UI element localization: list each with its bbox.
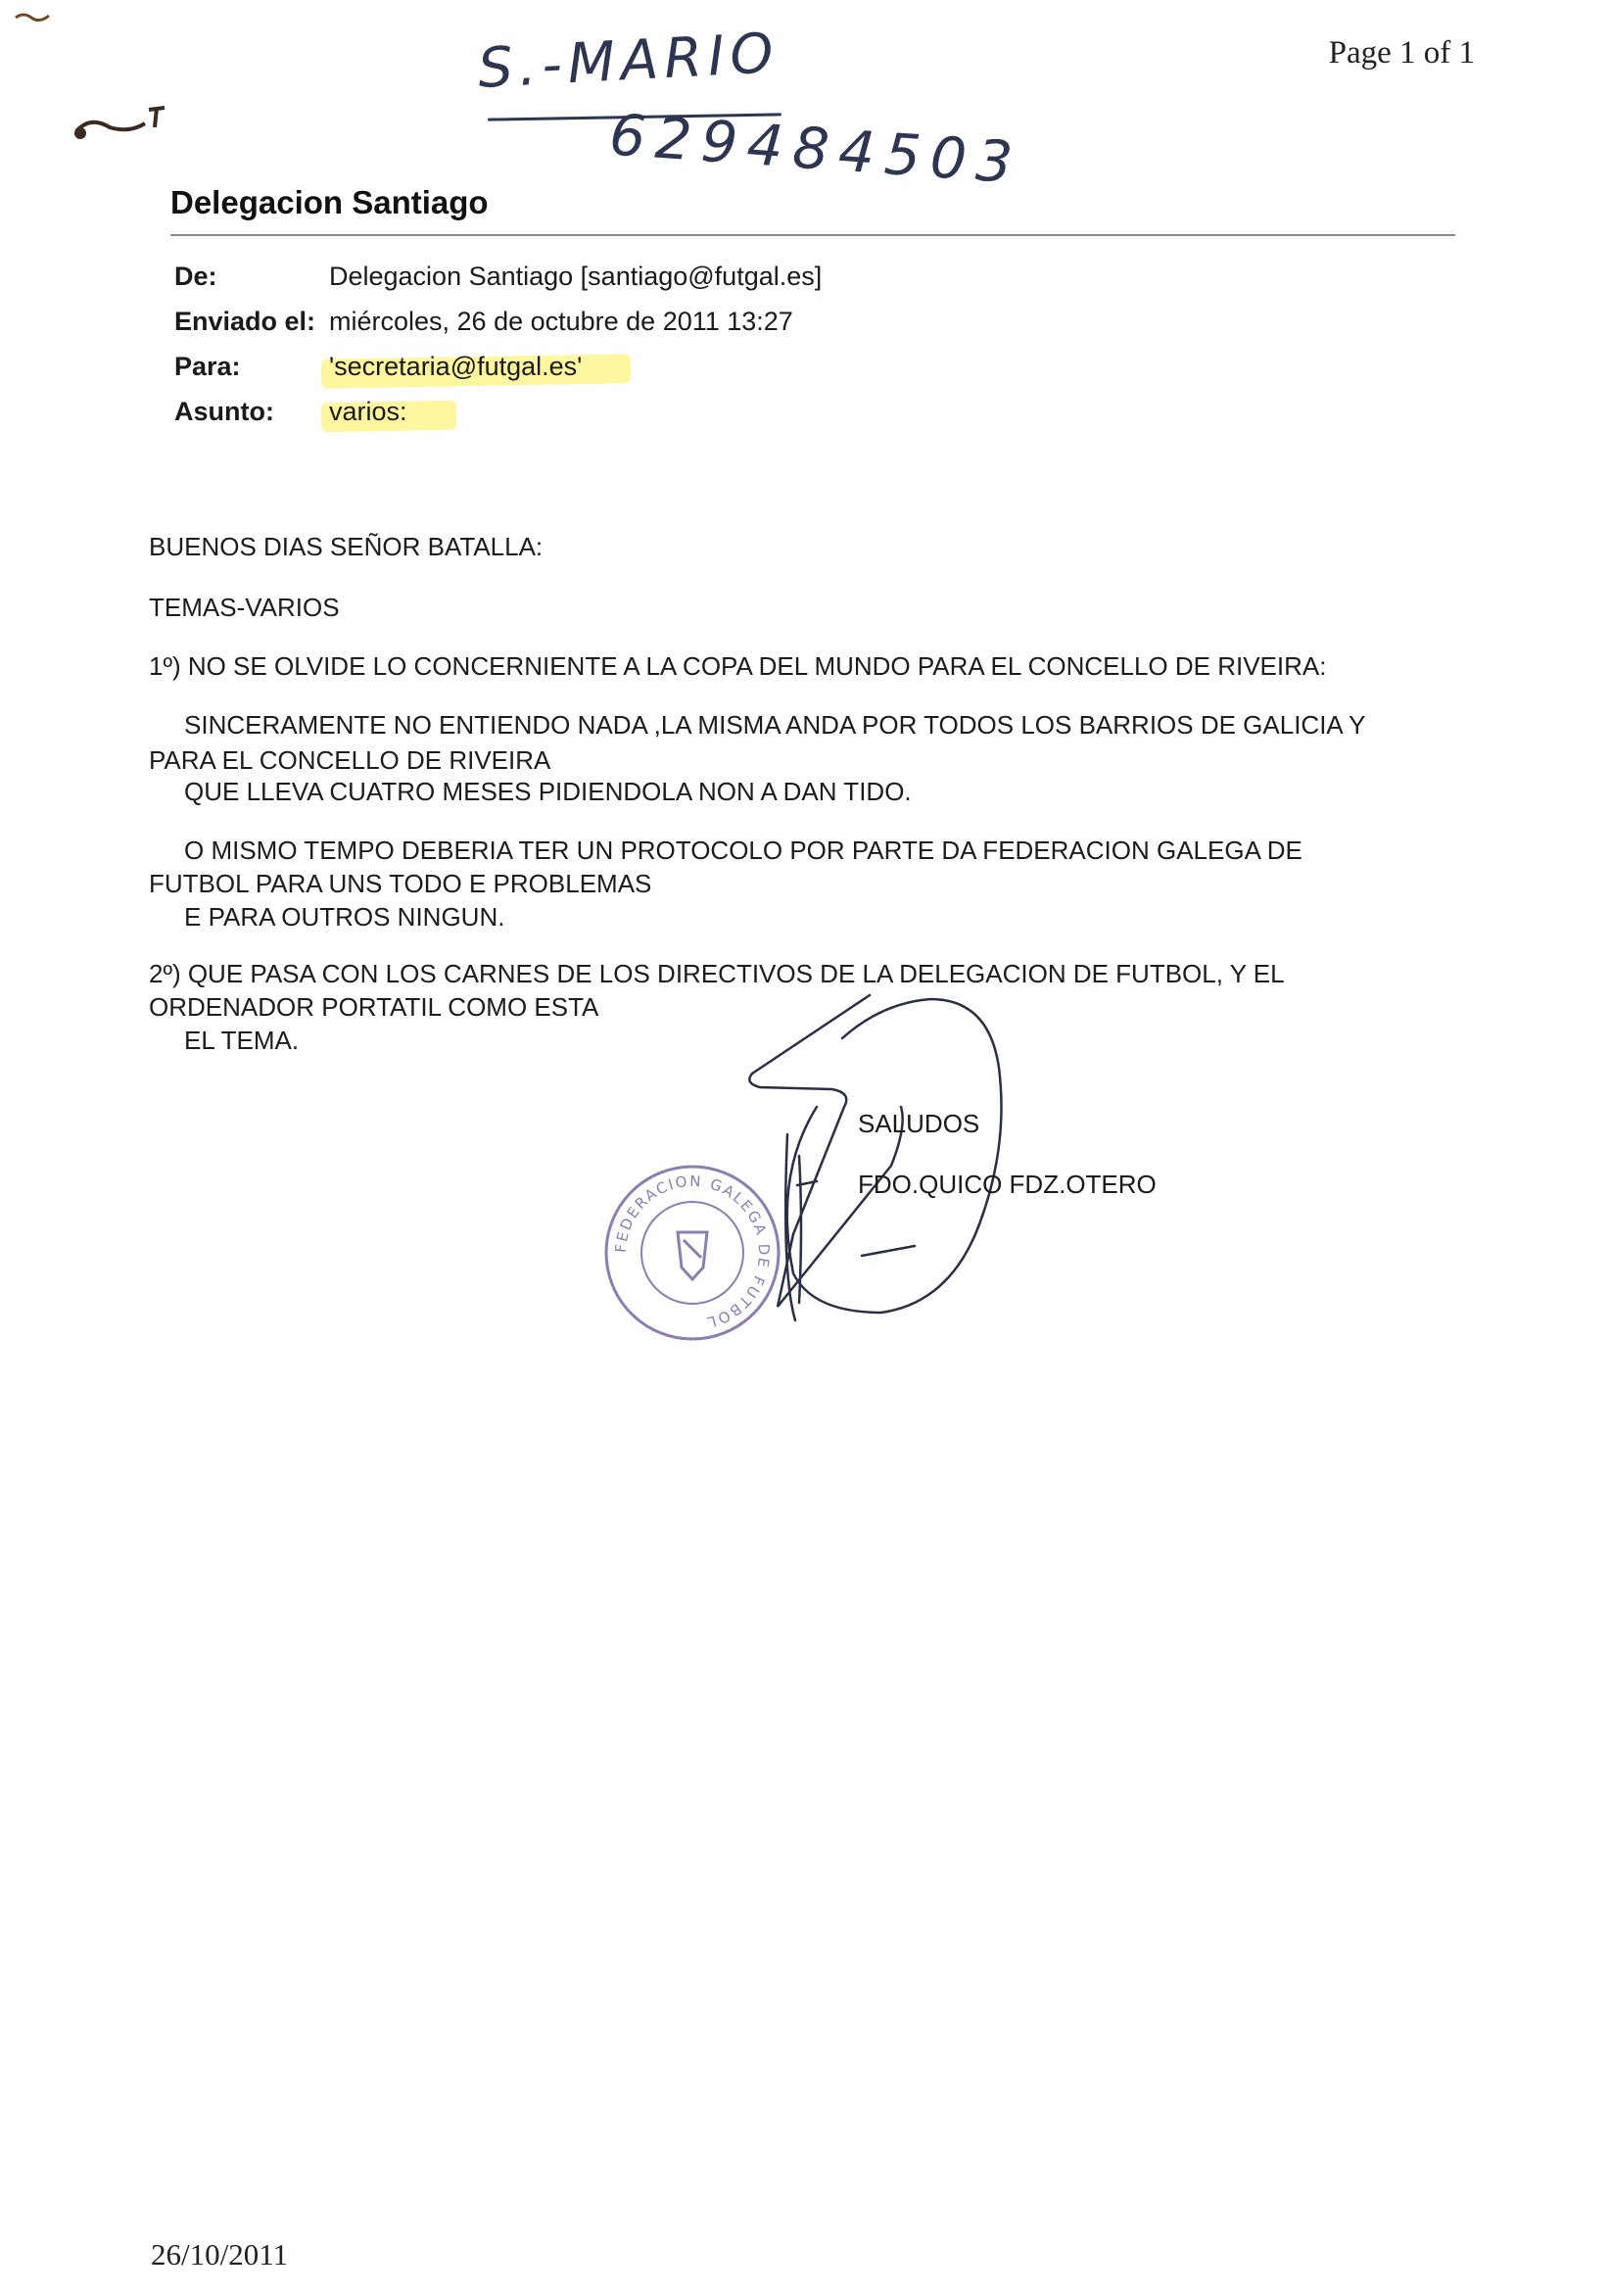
header-value-highlighted: 'secretaria@futgal.es'	[329, 349, 582, 384]
header-label: Para:	[174, 352, 241, 381]
signature	[734, 980, 1058, 1332]
header-value: Delegacion Santiago [santiago@futgal.es]	[329, 262, 823, 291]
point-2-line-1: 2º) QUE PASA CON LOS CARNES DE LOS DIRECTIVOS DE LA DELEGACION DE FUTBOL, Y EL	[149, 959, 1285, 988]
paragraph-2-line-3: E PARA OUTROS NINGUN.	[184, 902, 505, 932]
paragraph-1-line-1: SINCERAMENTE NO ENTIENDO NADA ,LA MISMA ANDA POR TODOS LOS BARRIOS DE GALICIA Y	[184, 710, 1366, 740]
stamp-text: FEDERACION GALEGA DE FUTBOL	[611, 1172, 774, 1332]
header-sent	[174, 304, 793, 339]
header-label: Asunto:	[174, 397, 274, 426]
ink-smudge	[71, 94, 168, 153]
point-2-line-2: ORDENADOR PORTATIL COMO ESTA	[149, 992, 599, 1022]
page-number: Page 1 of 1	[1328, 35, 1475, 71]
header-value: miércoles, 26 de octubre de 2011 13:27	[329, 307, 793, 336]
closing-signed-by: FDO.QUICO FDZ.OTERO	[858, 1170, 1157, 1199]
header-from	[174, 259, 822, 294]
header-value-highlighted: varios:	[329, 394, 407, 429]
footer-date: 26/10/2011	[151, 2237, 289, 2272]
handwritten-phone: 629484503	[607, 101, 1024, 197]
header-label: Enviado el:	[174, 307, 316, 336]
header-label: De:	[174, 262, 217, 291]
sender-heading: Delegacion Santiago	[170, 184, 489, 220]
paragraph-2-line-1: O MISMO TEMPO DEBERIA TER UN PROTOCOLO POR PARTE DA FEDERACION GALEGA DE	[184, 836, 1302, 865]
paragraph-1-line-3: QUE LLEVA CUATRO MESES PIDIENDOLA NON A DAN TIDO.	[184, 777, 912, 806]
paragraph-1-line-2: PARA EL CONCELLO DE RIVEIRA	[149, 745, 551, 775]
greeting: BUENOS DIAS SEÑOR BATALLA:	[149, 532, 544, 561]
point-1: 1º) NO SE OLVIDE LO CONCERNIENTE A LA COPA DEL MUNDO PARA EL CONCELLO DE RIVEIRA:	[149, 651, 1327, 681]
paragraph-2-line-2: FUTBOL PARA UNS TODO E PROBLEMAS	[149, 869, 652, 898]
topic: TEMAS-VARIOS	[149, 593, 340, 622]
point-2-line-3: EL TEMA.	[184, 1026, 300, 1055]
closing-salutation: SALUDOS	[858, 1109, 980, 1138]
header-to	[174, 349, 582, 384]
handwritten-name: S.-MARIO	[476, 21, 781, 102]
scan-mark	[14, 10, 53, 24]
heading-divider	[170, 234, 1455, 236]
header-subject	[174, 394, 407, 429]
